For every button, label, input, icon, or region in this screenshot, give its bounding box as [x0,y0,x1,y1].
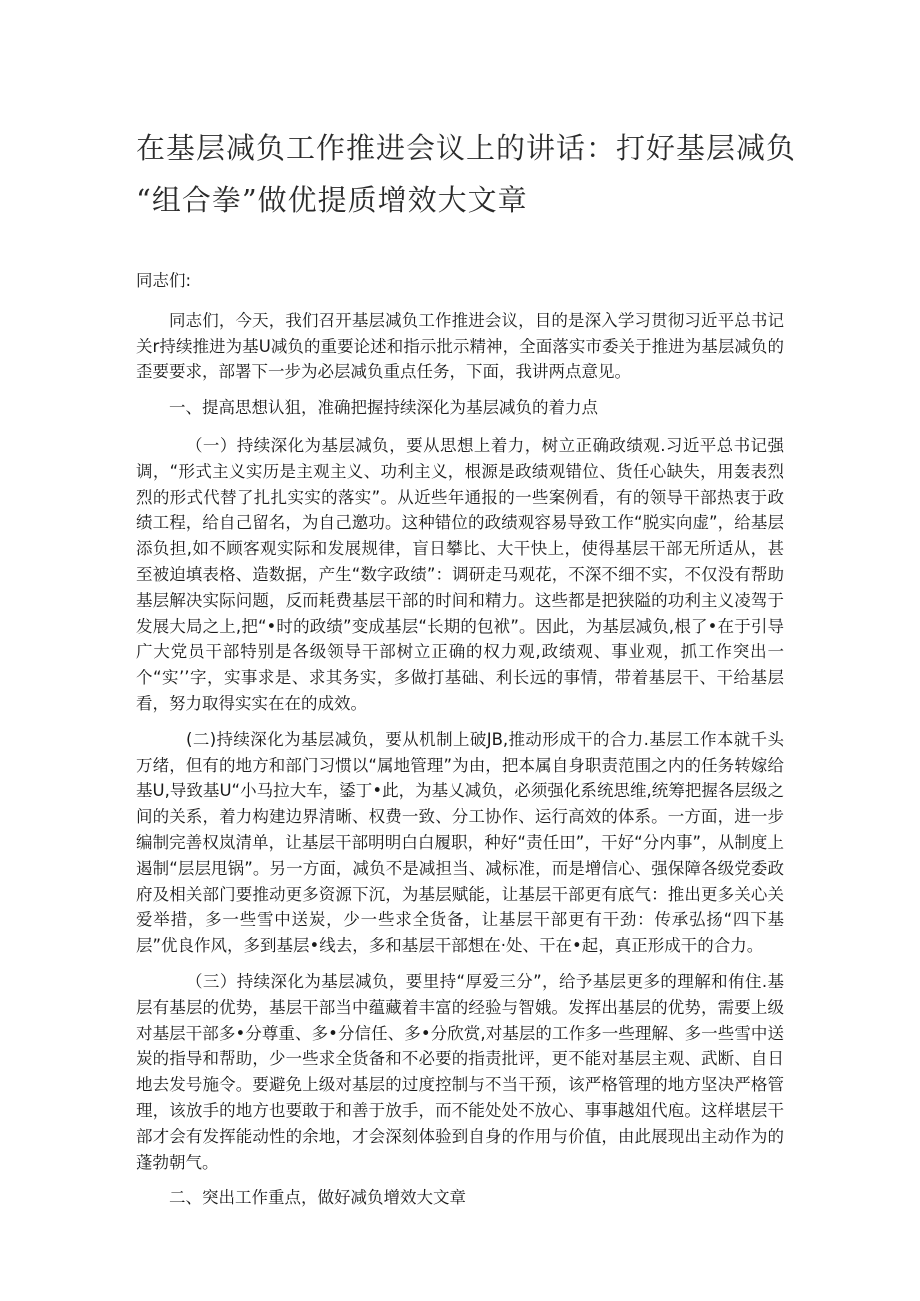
salutation: 同志们: [136,271,192,290]
intro-paragraph: 同志们，今天，我们召开基层减负工作推进会议，目的是深入学习贯彻习近平总书记关r持续推进为基U减负的重要论述和指示批示精神，全面落实市委关于推进为基层减负的歪要要求，部署下一步为必层减负重点任务，下面，我讲两点意见。 [136,310,784,382]
title-line-1: 在基层减负工作推进会议上的讲话：打好基层减负 [136,131,797,165]
section-2-heading: 二、突出工作重点，做好减负增效大文章 [169,1188,466,1208]
document-body [136,268,784,1223]
title-line-2: “组合拳”做优提质增效大文章 [136,183,528,217]
paragraph-3: （三）持续深化为基层减负，要里持“厚爱三分”，给予基层更多的理解和侑住.基层有基层的优势，基层干部当中蕴藏着丰富的经验与智娥。发挥出基层的优势，需要上级对基层干部多•分尊重、多•分信任、多•分欣赏,对基层的工作多一些理解、多一些雪中送炭的指导和帮助，少一些求全货备和不必要的指责批评，更不能对基层主观、武断、自日地去发号施令。要避免上级对基层的过度控制与不当干预，该严格管理的地方坚决严格管理，该放手的地方也要敢于和善于放手，而不能处处不放心、事事越俎代庖。这样堪层干部才会有发挥能动性的余地，才会深刻体验到自身的作用与价值，由此展现出主动作为的蓬勃朝气。 [136,971,784,1172]
paragraph-2: (二)持续深化为基层减负，要从机制上破JB,推动形成干的合力.基层工作本就千头万绪，但有的地方和部门习惯以“属地管理”为由，把本属自身职责范围之内的任务转嫁给基U,导致基U“小马拉大车，鋈丁•此，为基乂减负，必须强化系统思维,统筹把握各层级之间的关系，着力构建边界清晰、权费一致、分工协作、运行高效的体系。一方面，进一步编制完善权岚清单，让基层干部明明白白履职，种好“责任田”，干好“分内事”，从制度上遏制“层层甩锅”。另一方面，减负不是减担当、减标准，而是增信心、强保障各级党委政府及相关部门要推动更多资源下沉，为基层赋能，让基层干部更有底气：推出更多关心关爱举措，多一些雪中送炭，少一些求全货备，让基层干部更有干劲：传承弘扬“四下基层”优良作风，多到基层•线去，多和基层干部想在·处、干在•起，真正形成干的合力。 [136,729,784,956]
section-1-heading: 一、提高思想认狙，准确把握持续深化为基层减负的着力点 [169,398,598,418]
document-title [136,122,796,226]
paragraph-1: （一）持续深化为基层减负，要从思想上着力，树立正确政绩观.习近平总书记强调，“形式主义实历是主观主义、功利主义，根源是政绩观错位、货任心缺失，用轰表烈烈的形式代替了扎扎实实的落实”。从近些年通报的一些案例看，有的领导干部热衷于政绩工程，给自己留名，为自己邀功。这种错位的政绩观容易导致工作“脱实向虚”，给基层添负担,如不顾客观实际和发展规律，盲日攀比、大干快上，使得基层干部无所适从，甚至被迫填表格、造数据，产生“数字政绩”：调研走马观花，不深不细不实，不仅没有帮助基层解决实际问题，反而耗费基层干部的时间和精力。这些都是把狭隘的功利主义凌驾于发展大局之上,把“•时的政绩”变成基层“长期的包袱”。因此，为基层减负,根了•在于引导广大党员干部特别是各级领导干部树立正确的权力观,政绩观、事业观，抓工作突出一个“实’’字，实事求是、求其务实，多做打基础、利长远的事情，带着基层干、干给基层看，努力取得实实在在的成效。 [136,435,784,713]
